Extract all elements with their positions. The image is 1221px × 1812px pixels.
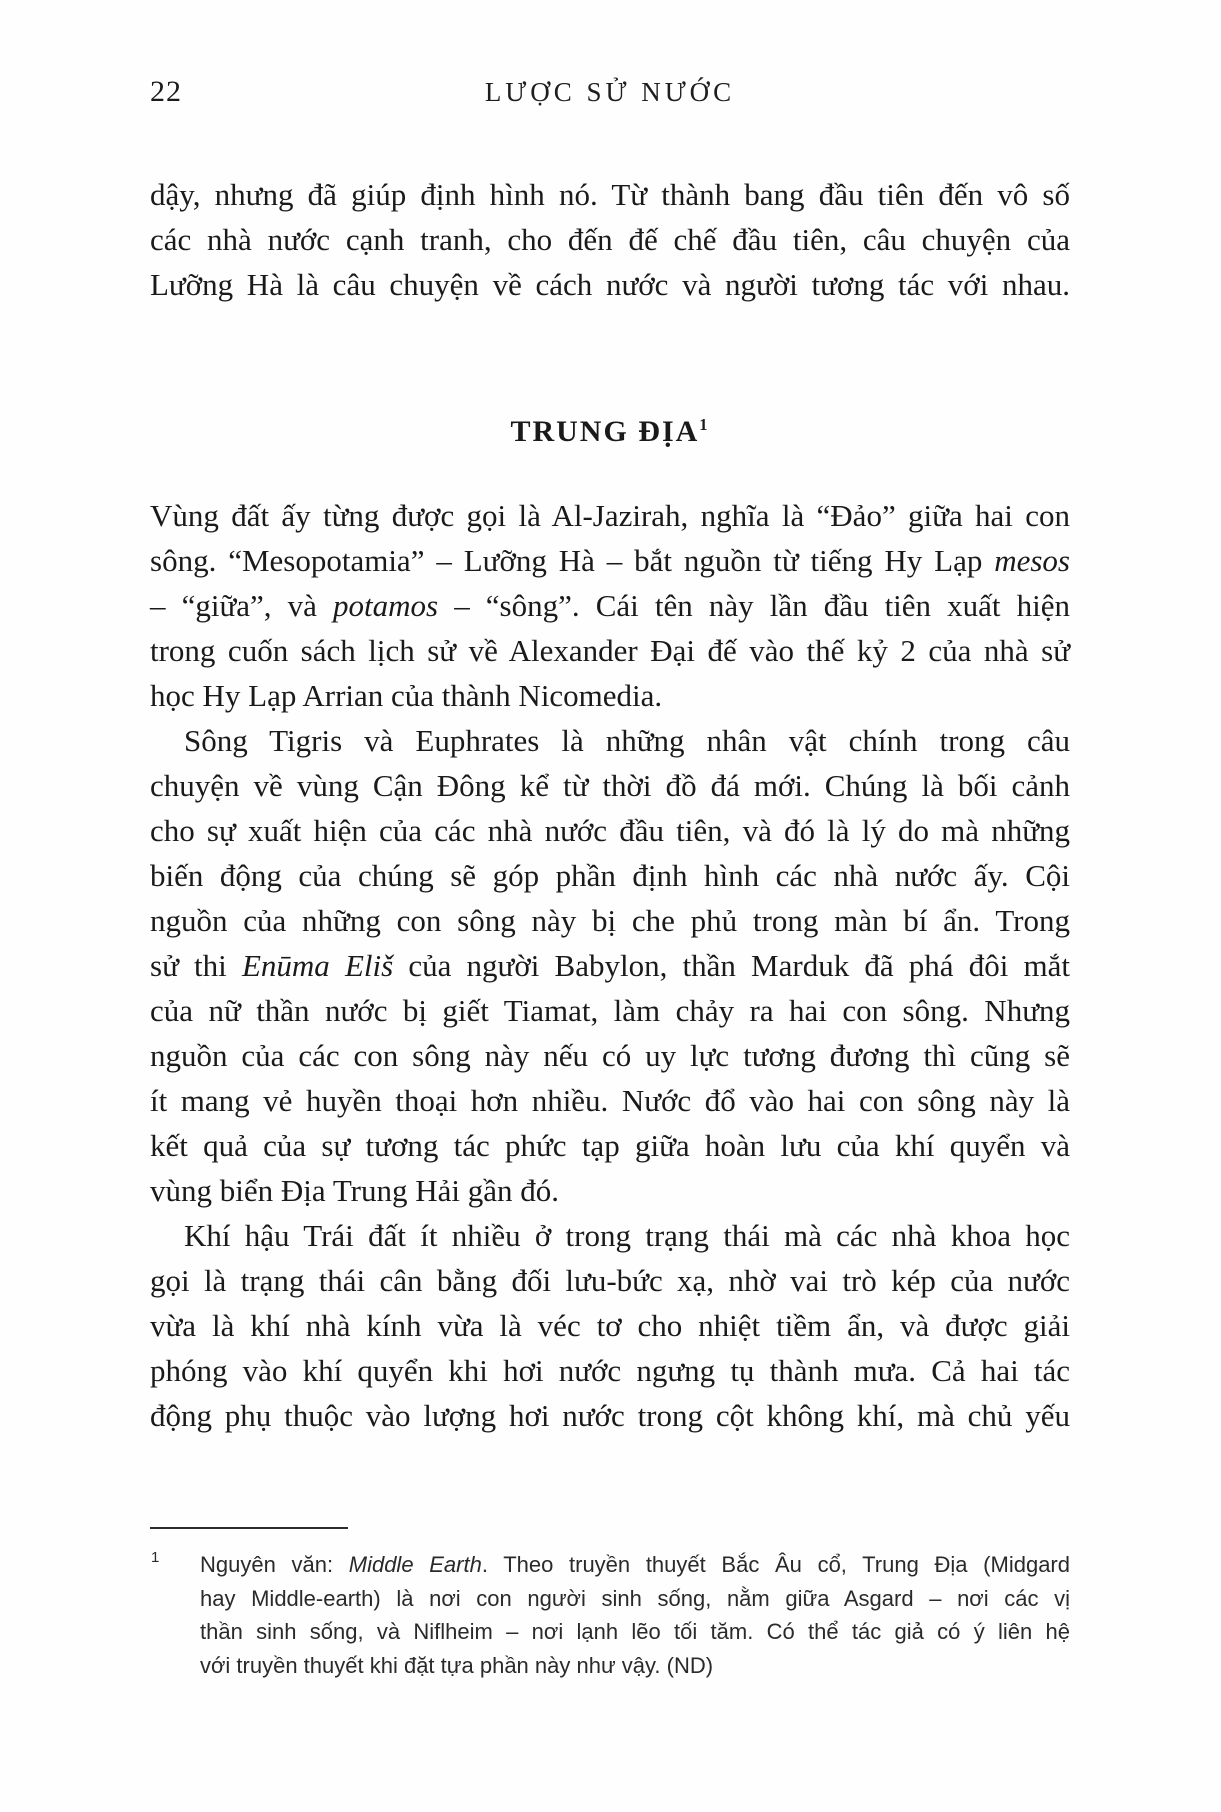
text-line: [150, 898, 1070, 943]
text-line: [150, 493, 1070, 538]
text-segment: Middle Earth: [348, 1552, 482, 1577]
text-line: [150, 262, 1070, 307]
footnote-marker: 1: [151, 1549, 160, 1566]
text-segment: chuyện về vùng Cận Đông kể từ thời đồ đá mới. Chúng là bối cảnh: [150, 768, 1070, 803]
text-segment: dậy, nhưng đã giúp định hình nó. Từ thành bang đầu tiên đến vô số: [150, 177, 1070, 212]
text-line: [150, 217, 1070, 262]
section-heading-text: TRUNG ĐỊA: [510, 415, 700, 448]
text-segment: sông. “Mesopotamia” – Lưỡng Hà – bắt nguồn từ tiếng Hy Lạp: [150, 543, 995, 578]
page-header: [150, 72, 1070, 112]
text-segment: của nữ thần nước bị giết Tiamat, làm chảy ra hai con sông. Nhưng: [150, 993, 1070, 1028]
footnote-separator: [150, 1527, 348, 1529]
text-segment: trong cuốn sách lịch sử về Alexander Đại đế vào thế kỷ 2 của nhà sử: [150, 633, 1070, 668]
footnote-reference: 1: [699, 415, 710, 434]
body-text-opening: [150, 172, 1070, 307]
text-line: [150, 808, 1070, 853]
text-line: [150, 853, 1070, 898]
running-title: LƯỢC SỬ NƯỚC: [484, 77, 736, 107]
text-segment: ít mang vẻ huyền thoại hơn nhiều. Nước đổ vào hai con sông này là: [150, 1083, 1070, 1118]
text-segment: Nguyên văn:: [200, 1552, 349, 1577]
text-line: [150, 673, 1070, 718]
text-line: [150, 538, 1070, 583]
text-segment: vùng biển Địa Trung Hải gần đó.: [150, 1173, 560, 1208]
text-line: [150, 172, 1070, 217]
footnote-line: [200, 1548, 1070, 1582]
text-line: [150, 718, 1070, 763]
text-line: [150, 1123, 1070, 1168]
body-text-section: [150, 493, 1070, 1438]
text-segment: động phụ thuộc vào lượng hơi nước trong cột không khí, mà chủ yếu: [150, 1398, 1070, 1433]
text-segment: Sông Tigris và Euphrates là những nhân vật chính trong câu: [184, 723, 1070, 758]
text-segment: kết quả của sự tương tác phức tạp giữa hoàn lưu của khí quyển và: [150, 1128, 1070, 1163]
text-line: [150, 1348, 1070, 1393]
footnote-line: [200, 1582, 1070, 1616]
text-segment: các nhà nước cạnh tranh, cho đến đế chế đầu tiên, câu chuyện của: [150, 222, 1070, 257]
page-number: 22: [150, 75, 182, 108]
section-heading: [150, 402, 1070, 454]
text-line: [150, 1033, 1070, 1078]
text-line: [150, 1078, 1070, 1123]
text-line: [150, 1213, 1070, 1258]
text-segment: . Theo truyền thuyết Bắc Âu cổ, Trung Địa (Midgard: [481, 1552, 1070, 1577]
text-line: [150, 1258, 1070, 1303]
footnote-line: [200, 1615, 1070, 1649]
text-segment: – “sông”. Cái tên này lần đầu tiên xuất hiện: [438, 588, 1071, 623]
text-segment: Vùng đất ấy từng được gọi là Al-Jazirah, nghĩa là “Đảo” giữa hai con: [150, 498, 1070, 533]
text-line: [150, 763, 1070, 808]
text-segment: phóng vào khí quyển khi hơi nước ngưng tụ thành mưa. Cả hai tác: [150, 1353, 1070, 1388]
text-segment: – “giữa”, và: [150, 588, 334, 623]
text-segment: nguồn của những con sông này bị che phủ trong màn bí ẩn. Trong: [150, 903, 1070, 938]
text-line: [150, 1303, 1070, 1348]
text-segment: Lưỡng Hà là câu chuyện về cách nước và người tương tác với nhau.: [150, 267, 1070, 302]
text-segment: Khí hậu Trái đất ít nhiều ở trong trạng thái mà các nhà khoa học: [184, 1218, 1070, 1253]
text-segment: potamos: [333, 588, 439, 623]
footnote-line: [200, 1649, 1070, 1683]
text-segment: mesos: [994, 543, 1070, 578]
text-segment: vừa là khí nhà kính vừa là véc tơ cho nhiệt tiềm ẩn, và được giải: [150, 1308, 1070, 1343]
text-segment: cho sự xuất hiện của các nhà nước đầu tiên, và đó là lý do mà những: [150, 813, 1070, 848]
text-segment: với truyền thuyết khi đặt tựa phần này như vậy. (ND): [200, 1652, 714, 1678]
text-line: [150, 988, 1070, 1033]
text-line: [150, 1393, 1070, 1438]
text-segment: học Hy Lạp Arrian của thành Nicomedia.: [150, 678, 663, 713]
text-line: [150, 943, 1070, 988]
text-line: [150, 628, 1070, 673]
text-line: [150, 1168, 1070, 1213]
text-segment: Enūma Eliš: [241, 948, 394, 983]
text-segment: sử thi: [150, 948, 242, 983]
text-segment: thần sinh sống, và Niflheim – nơi lạnh lẽo tối tăm. Có thể tác giả có ý liên hệ: [200, 1619, 1070, 1644]
text-segment: của người Babylon, thần Marduk đã phá đôi mắt: [393, 948, 1071, 983]
footnote: [200, 1548, 1070, 1682]
text-segment: gọi là trạng thái cân bằng đối lưu-bức xạ, nhờ vai trò kép của nước: [150, 1263, 1070, 1298]
text-line: [150, 583, 1070, 628]
text-segment: hay Middle-earth) là nơi con người sinh sống, nằm giữa Asgard – nơi các vị: [200, 1585, 1070, 1611]
text-segment: nguồn của các con sông này nếu có uy lực tương đương thì cũng sẽ: [150, 1038, 1070, 1073]
text-segment: biến động của chúng sẽ góp phần định hình các nhà nước ấy. Cội: [150, 858, 1070, 893]
